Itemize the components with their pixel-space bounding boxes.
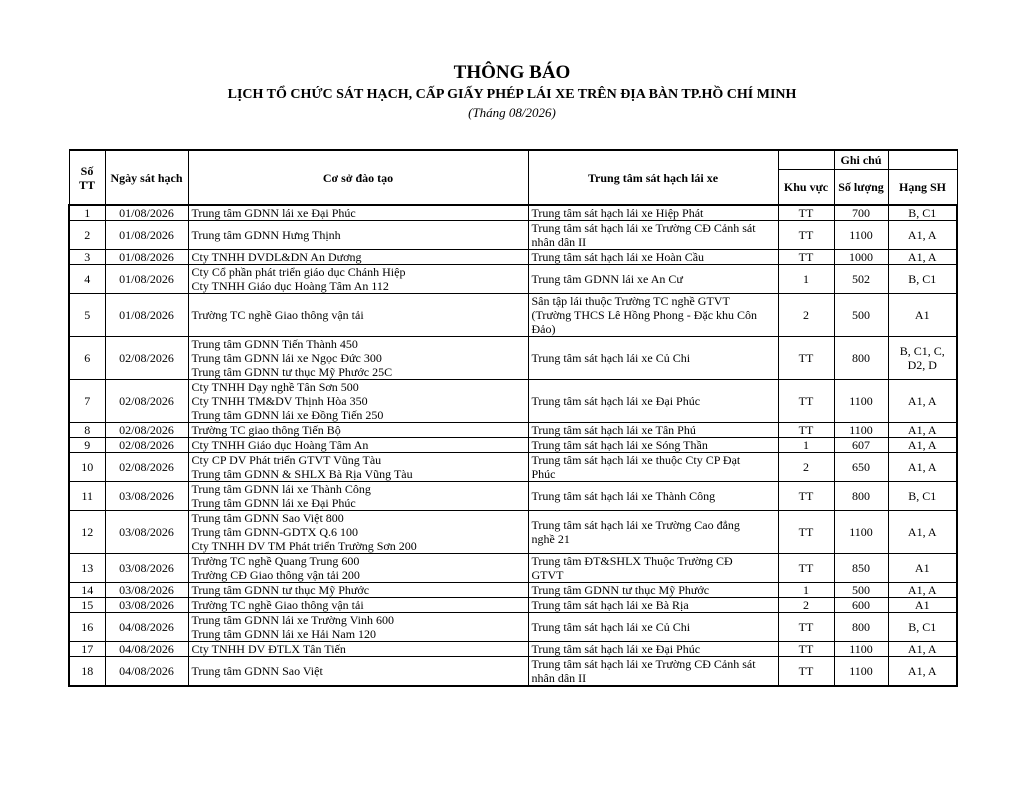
table-row: [69, 657, 957, 687]
cell-center: [528, 438, 778, 453]
cell-school-line: Trung tâm GDNN Sao Việt 800: [191, 511, 344, 525]
cell-center-line: Phúc: [531, 467, 556, 481]
cell-date: 02/08/2026: [105, 423, 188, 438]
cell-date: 02/08/2026: [105, 438, 188, 453]
cell-center: [528, 642, 778, 657]
cell-quantity: 650: [834, 453, 888, 482]
cell-stt: 1: [69, 205, 105, 221]
cell-school-line: Trung tâm GDNN lái xe Trường Vinh 600: [191, 613, 394, 627]
cell-center: [528, 423, 778, 438]
cell-center-line: Sân tập lái thuộc Trường TC nghề GTVT: [531, 294, 730, 308]
cell-date: 01/08/2026: [105, 265, 188, 294]
cell-area: 1: [778, 583, 834, 598]
cell-center-line: Trung tâm sát hạch lái xe Thành Công: [531, 489, 716, 503]
cell-class: [888, 205, 957, 221]
cell-center: [528, 453, 778, 482]
cell-class: [888, 294, 957, 337]
cell-stt: 6: [69, 337, 105, 380]
cell-quantity: 600: [834, 598, 888, 613]
cell-class: [888, 438, 957, 453]
cell-school: [188, 250, 528, 265]
table-row: [69, 554, 957, 583]
cell-area: TT: [778, 221, 834, 250]
cell-class-line: A1, A: [907, 642, 937, 656]
cell-stt: 2: [69, 221, 105, 250]
header-center: Trung tâm sát hạch lái xe: [528, 150, 778, 205]
cell-stt: 13: [69, 554, 105, 583]
cell-area: 2: [778, 294, 834, 337]
cell-school-line: Trung tâm GDNN lái xe Ngọc Đức 300: [191, 351, 382, 365]
cell-quantity: 607: [834, 438, 888, 453]
cell-class-line: A1, A: [907, 438, 937, 452]
cell-center-line: Trung tâm ĐT&SHLX Thuộc Trường CĐ: [531, 554, 733, 568]
cell-area: 2: [778, 598, 834, 613]
cell-class-line: A1, A: [907, 583, 937, 597]
cell-quantity: 1100: [834, 423, 888, 438]
document-subtitle: LỊCH TỔ CHỨC SÁT HẠCH, CẤP GIẤY PHÉP LÁI XE TRÊN ĐỊA BÀN TP.HỒ CHÍ MINH: [227, 87, 797, 102]
cell-school-line: Trung tâm GDNN-GDTX Q.6 100: [191, 525, 359, 539]
cell-stt: 16: [69, 613, 105, 642]
cell-center-line: Trung tâm GDNN lái xe An Cư: [531, 272, 683, 286]
cell-school: [188, 205, 528, 221]
cell-class: [888, 642, 957, 657]
cell-center: [528, 554, 778, 583]
cell-center: [528, 221, 778, 250]
cell-center-line: Trung tâm sát hạch lái xe Tân Phú: [531, 423, 696, 437]
cell-class: [888, 337, 957, 380]
cell-school: [188, 423, 528, 438]
cell-date: 03/08/2026: [105, 554, 188, 583]
cell-area: TT: [778, 337, 834, 380]
cell-stt: 10: [69, 453, 105, 482]
cell-school: [188, 294, 528, 337]
cell-class-line: B, C1: [908, 489, 937, 503]
document-period: (Tháng 08/2026): [468, 105, 556, 120]
cell-school: [188, 657, 528, 687]
cell-class-line: A1, A: [907, 394, 937, 408]
cell-center-line: Trung tâm sát hạch lái xe Trường CĐ Cảnh sát: [531, 657, 756, 671]
cell-date: 01/08/2026: [105, 250, 188, 265]
cell-date: 04/08/2026: [105, 657, 188, 687]
cell-class-line: D2, D: [907, 358, 937, 372]
cell-school: [188, 453, 528, 482]
cell-class-line: A1, A: [907, 525, 937, 539]
cell-stt: 18: [69, 657, 105, 687]
cell-date: 03/08/2026: [105, 482, 188, 511]
cell-class-line: A1, A: [907, 664, 937, 678]
cell-school-line: Cty TNHH DV TM Phát triển Trường Sơn 200: [191, 539, 417, 553]
cell-school-line: Cty TNHH Dạy nghề Tân Sơn 500: [191, 380, 359, 394]
cell-quantity: 502: [834, 265, 888, 294]
cell-school-line: Trung tâm GDNN lái xe Hải Nam 120: [191, 627, 377, 641]
cell-center: [528, 657, 778, 687]
cell-class: [888, 613, 957, 642]
document-header: [0, 62, 1024, 121]
cell-date: 01/08/2026: [105, 294, 188, 337]
cell-center-line: Trung tâm sát hạch lái xe Bà Rịa: [531, 598, 689, 612]
cell-center-line: nghề 21: [531, 532, 570, 546]
cell-school-line: Trung tâm GDNN & SHLX Bà Rịa Vũng Tàu: [191, 467, 413, 481]
cell-class: [888, 554, 957, 583]
cell-class: [888, 511, 957, 554]
cell-area: TT: [778, 423, 834, 438]
table-row: [69, 250, 957, 265]
cell-center: [528, 511, 778, 554]
cell-school-line: Trung tâm GDNN Sao Việt: [191, 664, 323, 678]
cell-school-line: Cty CP DV Phát triển GTVT Vũng Tàu: [191, 453, 382, 467]
cell-area: 1: [778, 265, 834, 294]
cell-center-line: Trung tâm sát hạch lái xe Hoàn Cầu: [531, 250, 705, 264]
cell-date: 03/08/2026: [105, 511, 188, 554]
cell-class: [888, 598, 957, 613]
cell-class-line: A1: [914, 598, 930, 612]
cell-center: [528, 250, 778, 265]
cell-quantity: 1100: [834, 642, 888, 657]
table-row: [69, 482, 957, 511]
cell-school-line: Trung tâm GDNN lái xe Đại Phúc: [191, 206, 356, 220]
cell-center-line: Trung tâm sát hạch lái xe Sóng Thần: [531, 438, 708, 452]
cell-class-line: A1, A: [907, 460, 937, 474]
table-row: [69, 598, 957, 613]
table-body: [69, 205, 957, 686]
cell-quantity: 700: [834, 205, 888, 221]
table-row: [69, 265, 957, 294]
cell-class-line: B, C1: [908, 620, 937, 634]
header-empty-left: [778, 150, 834, 170]
cell-area: TT: [778, 642, 834, 657]
cell-date: 02/08/2026: [105, 380, 188, 423]
cell-center-line: GTVT: [531, 568, 564, 582]
header-date: Ngày sát hạch: [105, 150, 188, 205]
cell-center: [528, 337, 778, 380]
cell-stt: 4: [69, 265, 105, 294]
cell-school: [188, 265, 528, 294]
cell-date: 01/08/2026: [105, 221, 188, 250]
cell-school-line: Trung tâm GDNN lái xe Đồng Tiến 250: [191, 408, 384, 422]
cell-area: TT: [778, 250, 834, 265]
cell-quantity: 1100: [834, 657, 888, 687]
cell-stt: 17: [69, 642, 105, 657]
cell-quantity: 1100: [834, 221, 888, 250]
cell-school: [188, 482, 528, 511]
cell-center-line: Trung tâm sát hạch lái xe Củ Chi: [531, 620, 691, 634]
cell-center: [528, 265, 778, 294]
cell-date: 04/08/2026: [105, 642, 188, 657]
header-empty-right: [888, 150, 957, 170]
cell-class: [888, 221, 957, 250]
cell-center-line: nhân dân II: [531, 235, 587, 249]
cell-quantity: 800: [834, 613, 888, 642]
cell-area: TT: [778, 511, 834, 554]
table-row: [69, 613, 957, 642]
cell-school: [188, 380, 528, 423]
cell-school: [188, 438, 528, 453]
cell-center: [528, 598, 778, 613]
cell-stt: 14: [69, 583, 105, 598]
cell-center: [528, 482, 778, 511]
cell-stt: 3: [69, 250, 105, 265]
cell-quantity: 800: [834, 482, 888, 511]
table-row: [69, 642, 957, 657]
cell-date: 02/08/2026: [105, 337, 188, 380]
table-row: [69, 511, 957, 554]
table-header: [69, 150, 957, 205]
cell-center-line: Trung tâm sát hạch lái xe Đại Phúc: [531, 394, 701, 408]
table-row: [69, 221, 957, 250]
header-quantity: Số lượng: [834, 170, 888, 206]
cell-school-line: Trường TC nghề Quang Trung 600: [191, 554, 360, 568]
cell-date: 03/08/2026: [105, 583, 188, 598]
cell-class: [888, 265, 957, 294]
cell-school-line: Trung tâm GDNN lái xe Thành Công: [191, 482, 371, 496]
cell-school-line: Cty TNHH TM&DV Thịnh Hòa 350: [191, 394, 368, 408]
table-row: [69, 423, 957, 438]
cell-class-line: A1: [914, 561, 930, 575]
header-notes: Ghi chú: [834, 150, 888, 170]
cell-school-line: Trung tâm GDNN tư thục Mỹ Phước 25C: [191, 365, 393, 379]
cell-stt: 12: [69, 511, 105, 554]
header-area: Khu vực: [778, 170, 834, 206]
cell-class-line: B, C1: [908, 272, 937, 286]
cell-class: [888, 583, 957, 598]
cell-center-line: Trung tâm GDNN tư thục Mỹ Phước: [531, 583, 710, 597]
cell-school-line: Cty Cổ phần phát triển giáo dục Chánh Hiệp: [191, 265, 406, 279]
cell-center-line: Trung tâm sát hạch lái xe thuộc Cty CP Đạt: [531, 453, 741, 467]
table-row: [69, 205, 957, 221]
cell-center-line: Trung tâm sát hạch lái xe Củ Chi: [531, 351, 691, 365]
cell-class: [888, 657, 957, 687]
cell-school: [188, 598, 528, 613]
cell-quantity: 500: [834, 294, 888, 337]
cell-area: TT: [778, 205, 834, 221]
table-row: [69, 294, 957, 337]
cell-school: [188, 613, 528, 642]
cell-school-line: Trường TC nghề Giao thông vận tải: [191, 308, 364, 322]
cell-center-line: Trung tâm sát hạch lái xe Trường Cao đẳng: [531, 518, 740, 532]
cell-date: 02/08/2026: [105, 453, 188, 482]
cell-school-line: Trung tâm GDNN lái xe Đại Phúc: [191, 496, 356, 510]
cell-center: [528, 205, 778, 221]
cell-class-line: A1, A: [907, 250, 937, 264]
cell-center: [528, 583, 778, 598]
cell-school-line: Trường TC giao thông Tiến Bộ: [191, 423, 341, 437]
cell-quantity: 500: [834, 583, 888, 598]
cell-school-line: Cty TNHH DV ĐTLX Tân Tiến: [191, 642, 346, 656]
cell-area: TT: [778, 657, 834, 687]
table-row: [69, 583, 957, 598]
table-row: [69, 438, 957, 453]
cell-class-line: A1: [914, 308, 930, 322]
header-school: Cơ sở đào tạo: [188, 150, 528, 205]
cell-class: [888, 380, 957, 423]
cell-school: [188, 337, 528, 380]
cell-center: [528, 294, 778, 337]
cell-date: 01/08/2026: [105, 205, 188, 221]
document-title: THÔNG BÁO: [453, 62, 571, 83]
header-stt: Số TT: [69, 150, 105, 205]
cell-center-line: Trung tâm sát hạch lái xe Hiệp Phát: [531, 206, 704, 220]
cell-date: 03/08/2026: [105, 598, 188, 613]
cell-school-line: Trung tâm GDNN Hưng Thịnh: [191, 228, 341, 242]
cell-stt: 5: [69, 294, 105, 337]
cell-quantity: 800: [834, 337, 888, 380]
cell-area: TT: [778, 482, 834, 511]
cell-school-line: Cty TNHH DVDL&DN An Dương: [191, 250, 362, 264]
cell-stt: 15: [69, 598, 105, 613]
table-row: [69, 453, 957, 482]
cell-class-line: B, C1: [908, 206, 937, 220]
table-row: [69, 380, 957, 423]
table-row: [69, 337, 957, 380]
cell-stt: 9: [69, 438, 105, 453]
cell-class: [888, 482, 957, 511]
cell-stt: 7: [69, 380, 105, 423]
cell-school-line: Cty TNHH Giáo dục Hoàng Tâm An: [191, 438, 369, 452]
cell-area: TT: [778, 380, 834, 423]
cell-school-line: Trường TC nghề Giao thông vận tải: [191, 598, 364, 612]
cell-quantity: 850: [834, 554, 888, 583]
cell-center-line: Đảo): [531, 322, 556, 336]
cell-school: [188, 583, 528, 598]
cell-area: 1: [778, 438, 834, 453]
cell-date: 04/08/2026: [105, 613, 188, 642]
cell-class: [888, 250, 957, 265]
cell-class-line: A1, A: [907, 228, 937, 242]
cell-school-line: Cty TNHH Giáo dục Hoàng Tâm An 112: [191, 279, 389, 293]
cell-stt: 11: [69, 482, 105, 511]
cell-center-line: nhân dân II: [531, 671, 587, 685]
cell-center-line: Trung tâm sát hạch lái xe Đại Phúc: [531, 642, 701, 656]
cell-stt: 8: [69, 423, 105, 438]
cell-center-line: Trung tâm sát hạch lái xe Trường CĐ Cảnh sát: [531, 221, 756, 235]
header-class: Hạng SH: [888, 170, 957, 206]
cell-area: TT: [778, 554, 834, 583]
cell-center: [528, 613, 778, 642]
cell-school: [188, 511, 528, 554]
cell-quantity: 1100: [834, 380, 888, 423]
cell-class-line: B, C1, C,: [899, 344, 945, 358]
cell-center: [528, 380, 778, 423]
cell-area: TT: [778, 613, 834, 642]
cell-school-line: Trung tâm GDNN Tiến Thành 450: [191, 337, 358, 351]
cell-class: [888, 423, 957, 438]
cell-quantity: 1000: [834, 250, 888, 265]
cell-school-line: Trung tâm GDNN tư thục Mỹ Phước: [191, 583, 370, 597]
cell-school-line: Trường CĐ Giao thông vận tải 200: [191, 568, 360, 582]
cell-school: [188, 221, 528, 250]
cell-class-line: A1, A: [907, 423, 937, 437]
cell-quantity: 1100: [834, 511, 888, 554]
cell-area: 2: [778, 453, 834, 482]
schedule-table: [68, 149, 958, 687]
cell-school: [188, 642, 528, 657]
cell-school: [188, 554, 528, 583]
cell-class: [888, 453, 957, 482]
cell-center-line: (Trường THCS Lê Hồng Phong - Đặc khu Côn: [531, 308, 758, 322]
